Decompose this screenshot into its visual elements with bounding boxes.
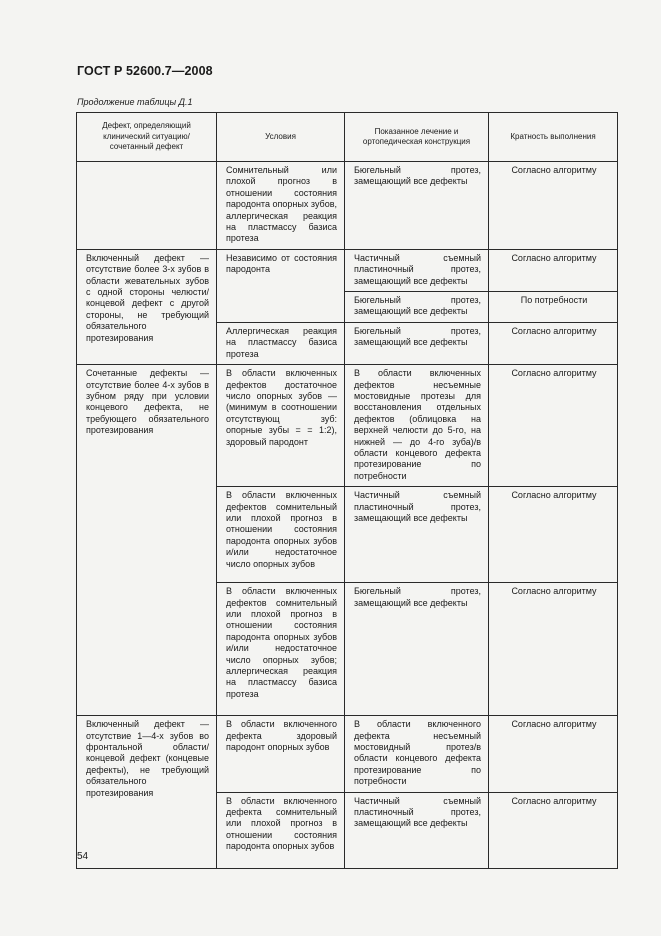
table-row xyxy=(77,716,618,792)
treatment-cell: Частичный съемный пластиночный протез, замещающий все дефекты xyxy=(345,487,489,583)
table-header-row xyxy=(77,113,618,162)
conditions-cell: В области включенного дефекта сомнительный или плохой прогноз в отношении состояния пародонта опорных зубов xyxy=(217,792,345,868)
frequency-cell: Согласно алгоритму xyxy=(489,487,618,583)
column-header-conditions: Условия xyxy=(217,113,345,162)
column-header-defect: Дефект, определяющий клинический ситуацию/сочетанный дефект xyxy=(77,113,217,162)
column-header-treatment: Показанное лечение и ортопедическая конструкция xyxy=(345,113,489,162)
clinical-table xyxy=(76,112,618,869)
treatment-cell: Частичный съемный пластиночный протез, замещающий все дефекты xyxy=(345,792,489,868)
frequency-cell: Согласно алгоритму xyxy=(489,249,618,291)
frequency-cell: Согласно алгоритму xyxy=(489,322,618,364)
treatment-cell: Бюгельный протез, замещающий все дефекты xyxy=(345,292,489,323)
treatment-cell: Частичный съемный пластиночный протез, замещающий все дефекты xyxy=(345,249,489,291)
frequency-cell: Согласно алгоритму xyxy=(489,792,618,868)
table-row xyxy=(77,162,618,250)
conditions-cell: В области включенных дефектов сомнительный или плохой прогноз в отношении состояния пародонта опорных зубов и/или недостаточное число опорных зубов xyxy=(217,487,345,583)
treatment-cell: В области включенного дефекта несъемный мостовидный протез/в области концевого дефекта протезирование по потребности xyxy=(345,716,489,792)
frequency-cell: По потребности xyxy=(489,292,618,323)
defect-cell: Сочетанные дефекты — отсутствие более 4-х зубов в зубном ряду при условии концевого дефекта, не требующего обязательного протезирования xyxy=(77,365,217,716)
table-row xyxy=(77,365,618,487)
document-title: ГОСТ Р 52600.7—2008 xyxy=(77,64,213,78)
conditions-cell: В области включенных дефектов сомнительный или плохой прогноз в отношении состояния пародонта опорных зубов и/или недостаточное число опорных зубов; аллергическая реакция на пластмассу базиса протеза xyxy=(217,583,345,716)
frequency-cell: Согласно алгоритму xyxy=(489,365,618,487)
treatment-cell: Бюгельный протез, замещающий все дефекты xyxy=(345,583,489,716)
table-row xyxy=(77,249,618,291)
conditions-cell: В области включенного дефекта здоровый пародонт опорных зубов xyxy=(217,716,345,792)
conditions-cell: Независимо от состояния пародонта xyxy=(217,249,345,322)
conditions-cell: Аллергическая реакция на пластмассу базиса протеза xyxy=(217,322,345,364)
frequency-cell: Согласно алгоритму xyxy=(489,583,618,716)
conditions-cell: В области включенных дефектов достаточное число опорных зубов — (минимум в соотношении отсутствующ зуб: опорные зубы = = 1:2), здоровый пародонт xyxy=(217,365,345,487)
table-caption: Продолжение таблицы Д.1 xyxy=(77,97,193,107)
defect-cell: Включенный дефект — отсутствие более 3-х зубов в области жевательных зубов с одной стороны челюсти/концевой дефект с другой стороны, не требующий обязательного протезирования xyxy=(77,249,217,364)
frequency-cell: Согласно алгоритму xyxy=(489,162,618,250)
defect-cell xyxy=(77,162,217,250)
treatment-cell: Бюгельный протез, замещающий все дефекты xyxy=(345,162,489,250)
defect-cell: Включенный дефект — отсутствие 1—4-х зубов во фронтальной области/концевой дефект (концевые дефекты), не требующий обязательного протезирования xyxy=(77,716,217,868)
conditions-cell: Сомнительный или плохой прогноз в отношении состояния пародонта опорных зубов, аллергическая реакция на пластмассу базиса протеза xyxy=(217,162,345,250)
column-header-frequency: Кратность выполнения xyxy=(489,113,618,162)
frequency-cell: Согласно алгоритму xyxy=(489,716,618,792)
page-number: 54 xyxy=(77,851,89,862)
treatment-cell: В области включенных дефектов несъемные мостовидные протезы для восстановления отдельных дефектов (облицовка на верхней челюсти до 5-го, на нижней — до 4-го зуба)/в области концевого дефекта протезирование по потребности xyxy=(345,365,489,487)
treatment-cell: Бюгельный протез, замещающий все дефекты xyxy=(345,322,489,364)
